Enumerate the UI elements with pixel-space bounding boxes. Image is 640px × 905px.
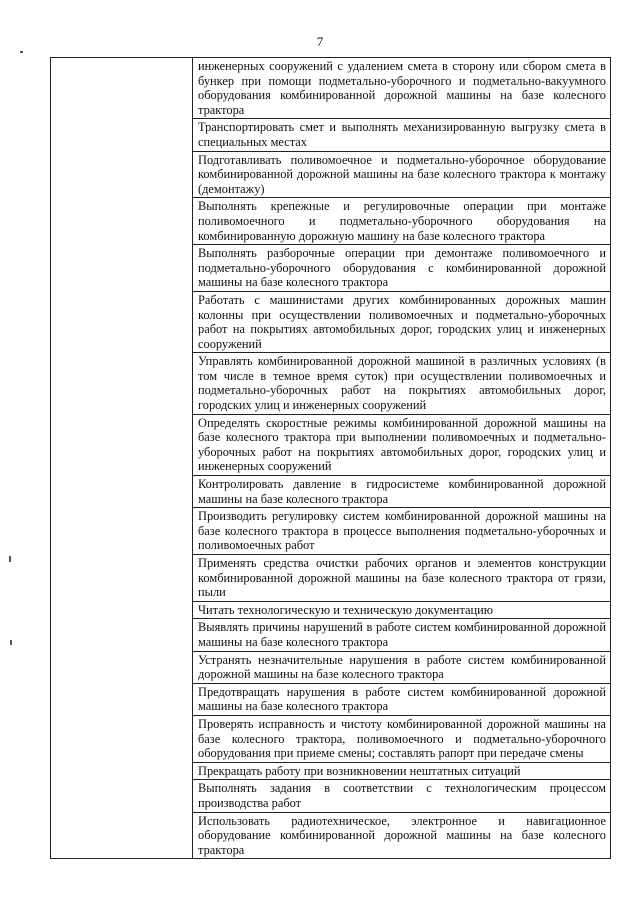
skill-item: инженерных сооружений с удалением смета в сторону или сбором смета в бункер при помощи подметально-уборочного и подметально-вакуумного оборудования комбинированной дорожной машины на базе колесного трактора xyxy=(193,58,610,119)
skill-item: Выполнять крепежные и регулировочные операции при монтаже поливомоечного и подметально-уборочного оборудования на комбинированную дорожную машину на базе колесного трактора xyxy=(193,198,610,245)
skill-item: Работать с машинистами других комбинированных дорожных машин колонны при осуществлении поливомоечных и подметально-уборочных работ на покрытиях автомобильных дорог, городских улиц и инженерных сооружений xyxy=(193,292,610,353)
skill-item: Читать технологическую и техническую документацию xyxy=(193,602,610,620)
skill-item: Управлять комбинированной дорожной машиной в различных условиях (в том числе в темное время суток) при осуществлении поливомоечных и подметально-уборочных работ на покрытиях автомобильных дорог, городских улиц и инженерных сооружений xyxy=(193,353,610,414)
skill-item: Использовать радиотехническое, электронное и навигационное оборудование комбинированной дорожной машины на базе колесного трактора xyxy=(198,813,606,857)
scan-speck xyxy=(9,556,11,562)
skill-item: Устранять незначительные нарушения в работе систем комбинированной дорожной машины на базе колесного трактора xyxy=(193,652,610,684)
skill-item: Предотвращать нарушения в работе систем комбинированной дорожной машины на базе колесного трактора xyxy=(193,684,610,716)
empty-left-cell xyxy=(51,58,193,859)
requirements-table xyxy=(50,57,611,859)
skill-item: Применять средства очистки рабочих органов и элементов конструкции комбинированной дорожной машины на базе колесного трактора от грязи, пыли xyxy=(193,555,610,602)
skill-item: Выявлять причины нарушений в работе систем комбинированной дорожной машины на базе колесного трактора xyxy=(193,619,610,651)
skill-item: Выполнять задания в соответствии с технологическим процессом производства работ xyxy=(193,780,610,812)
skill-item: Подготавливать поливомоечное и подметально-уборочное оборудование комбинированной дорожной машины на базе колесного трактора к монтажу (демонтажу) xyxy=(193,152,610,199)
skill-item: Определять скоростные режимы комбинированной дорожной машины на базе колесного трактора при выполнении поливомоечных и подметально-уборочных работ на покрытиях автомобильных дорог, городских улиц и инженерных сооружений xyxy=(193,415,610,476)
scan-speck xyxy=(20,51,23,53)
skills-cell xyxy=(193,58,611,859)
skill-item: Транспортировать смет и выполнять механизированную выгрузку смета в специальных местах xyxy=(193,119,610,151)
skill-item: Производить регулировку систем комбинированной дорожной машины на базе колесного трактора в процессе выполнения подметально-уборочных и поливомоечных работ xyxy=(193,508,610,555)
skill-item: Контролировать давление в гидросистеме комбинированной дорожной машины на базе колесного трактора xyxy=(193,476,610,508)
skill-item: Проверять исправность и чистоту комбинированной дорожной машины на базе колесного трактора, поливомоечного и подметально-уборочного оборудования при приеме смены; составлять рапорт при передаче смены xyxy=(193,716,610,763)
page-number: 7 xyxy=(316,34,324,49)
scan-speck xyxy=(10,640,12,645)
skill-item: Прекращать работу при возникновении нештатных ситуаций xyxy=(193,763,610,781)
skill-item: Выполнять разборочные операции при демонтаже поливомоечного и подметально-уборочного оборудования с комбинированной дорожной машины на базе колесного трактора xyxy=(193,245,610,292)
